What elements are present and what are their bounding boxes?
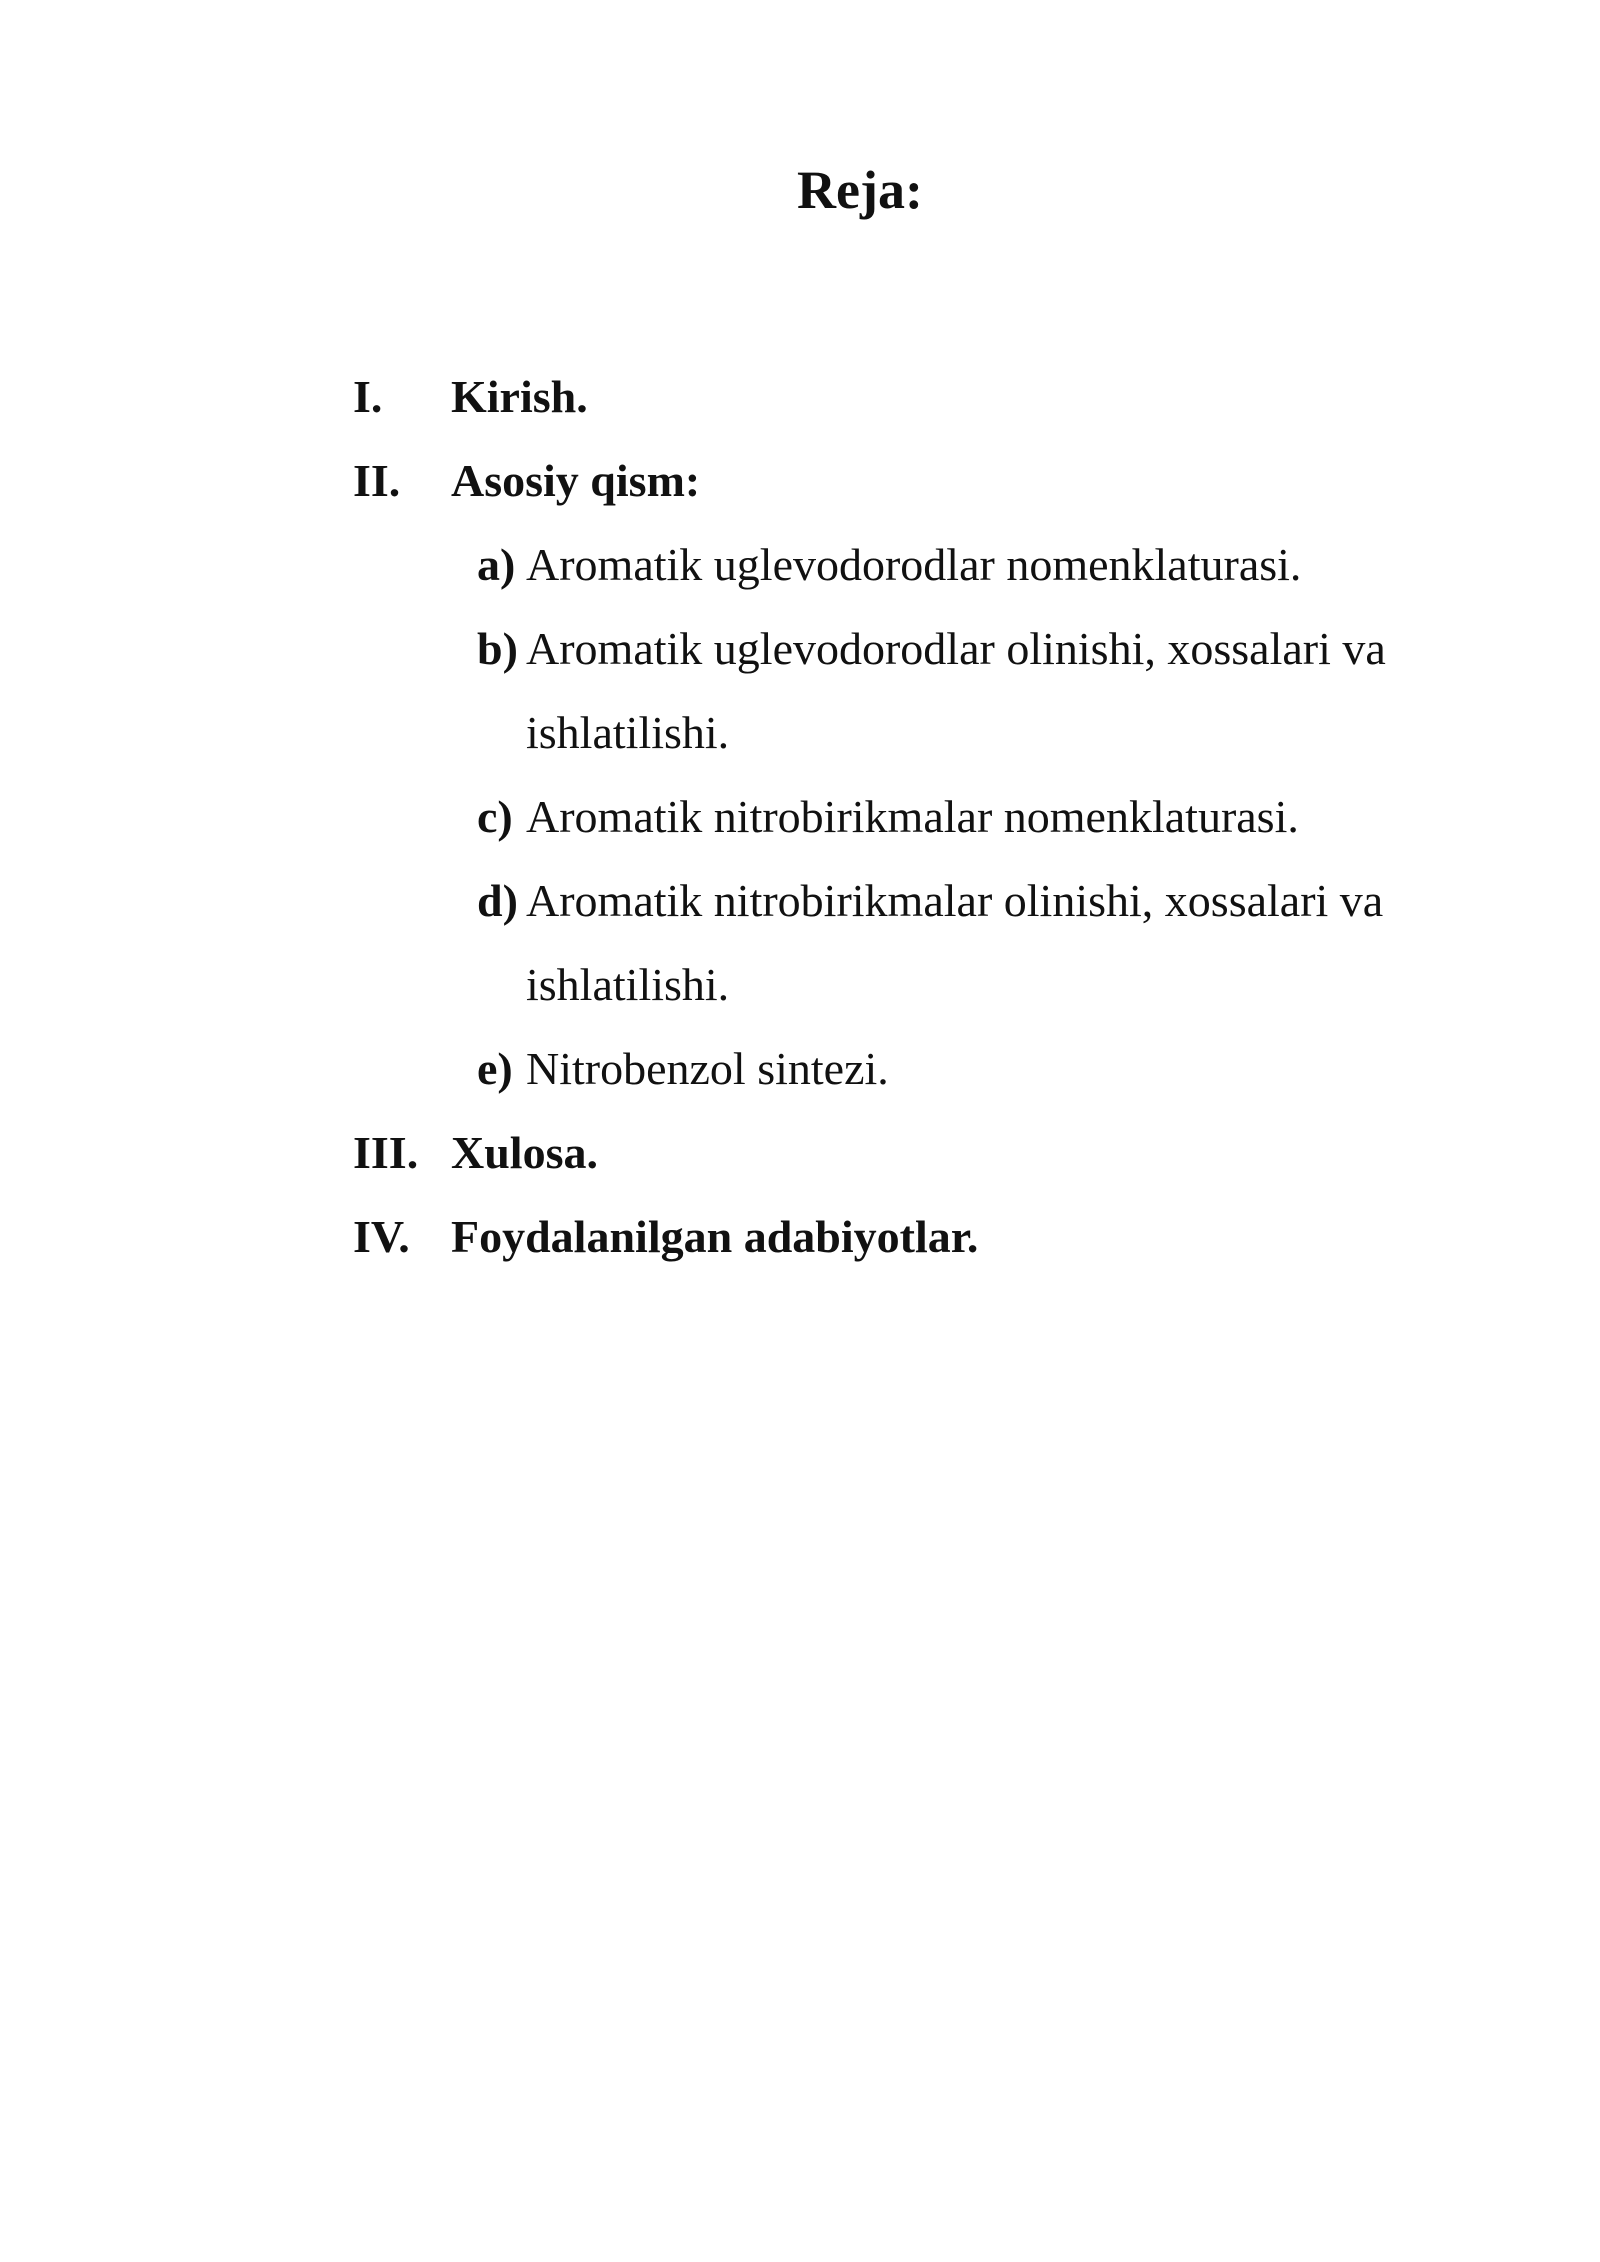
outline-text: Foydalanilgan adabiyotlar. <box>451 1211 979 1262</box>
subitem-text: Aromatik nitrobirikmalar nomenklaturasi. <box>526 791 1299 842</box>
subitem-letter: e) <box>477 1043 513 1094</box>
subitem-text: Nitrobenzol sintezi. <box>526 1043 889 1094</box>
subitem-e <box>353 1027 1503 1111</box>
outline-text: Xulosa. <box>451 1127 598 1178</box>
plan-outline <box>353 355 1503 1279</box>
outline-numeral: I. <box>353 371 383 422</box>
subitem-letter: d) <box>477 875 518 926</box>
page-title: Reja: <box>797 160 923 220</box>
outline-numeral: II. <box>353 455 401 506</box>
subitem-text: Aromatik uglevodorodlar olinishi, xossalari va ishlatilishi. <box>526 623 1386 758</box>
outline-item-4 <box>353 1195 1503 1279</box>
outline-text: Asosiy qism: <box>451 455 701 506</box>
subitem-c <box>353 775 1503 859</box>
outline-item-2 <box>353 439 1503 523</box>
outline-numeral: III. <box>353 1127 419 1178</box>
outline-item-1 <box>353 355 1503 439</box>
outline-item-3 <box>353 1111 1503 1195</box>
subitem-letter: b) <box>477 623 518 674</box>
subitem-b <box>353 607 1503 775</box>
subitem-text: Aromatik uglevodorodlar nomenklaturasi. <box>526 539 1302 590</box>
subitem-a <box>353 523 1503 607</box>
outline-text: Kirish. <box>451 371 588 422</box>
subitem-d <box>353 859 1503 1027</box>
subitem-letter: c) <box>477 791 513 842</box>
subitem-letter: a) <box>477 539 516 590</box>
outline-numeral: IV. <box>353 1211 410 1262</box>
subitem-text: Aromatik nitrobirikmalar olinishi, xossalari va ishlatilishi. <box>526 875 1384 1010</box>
